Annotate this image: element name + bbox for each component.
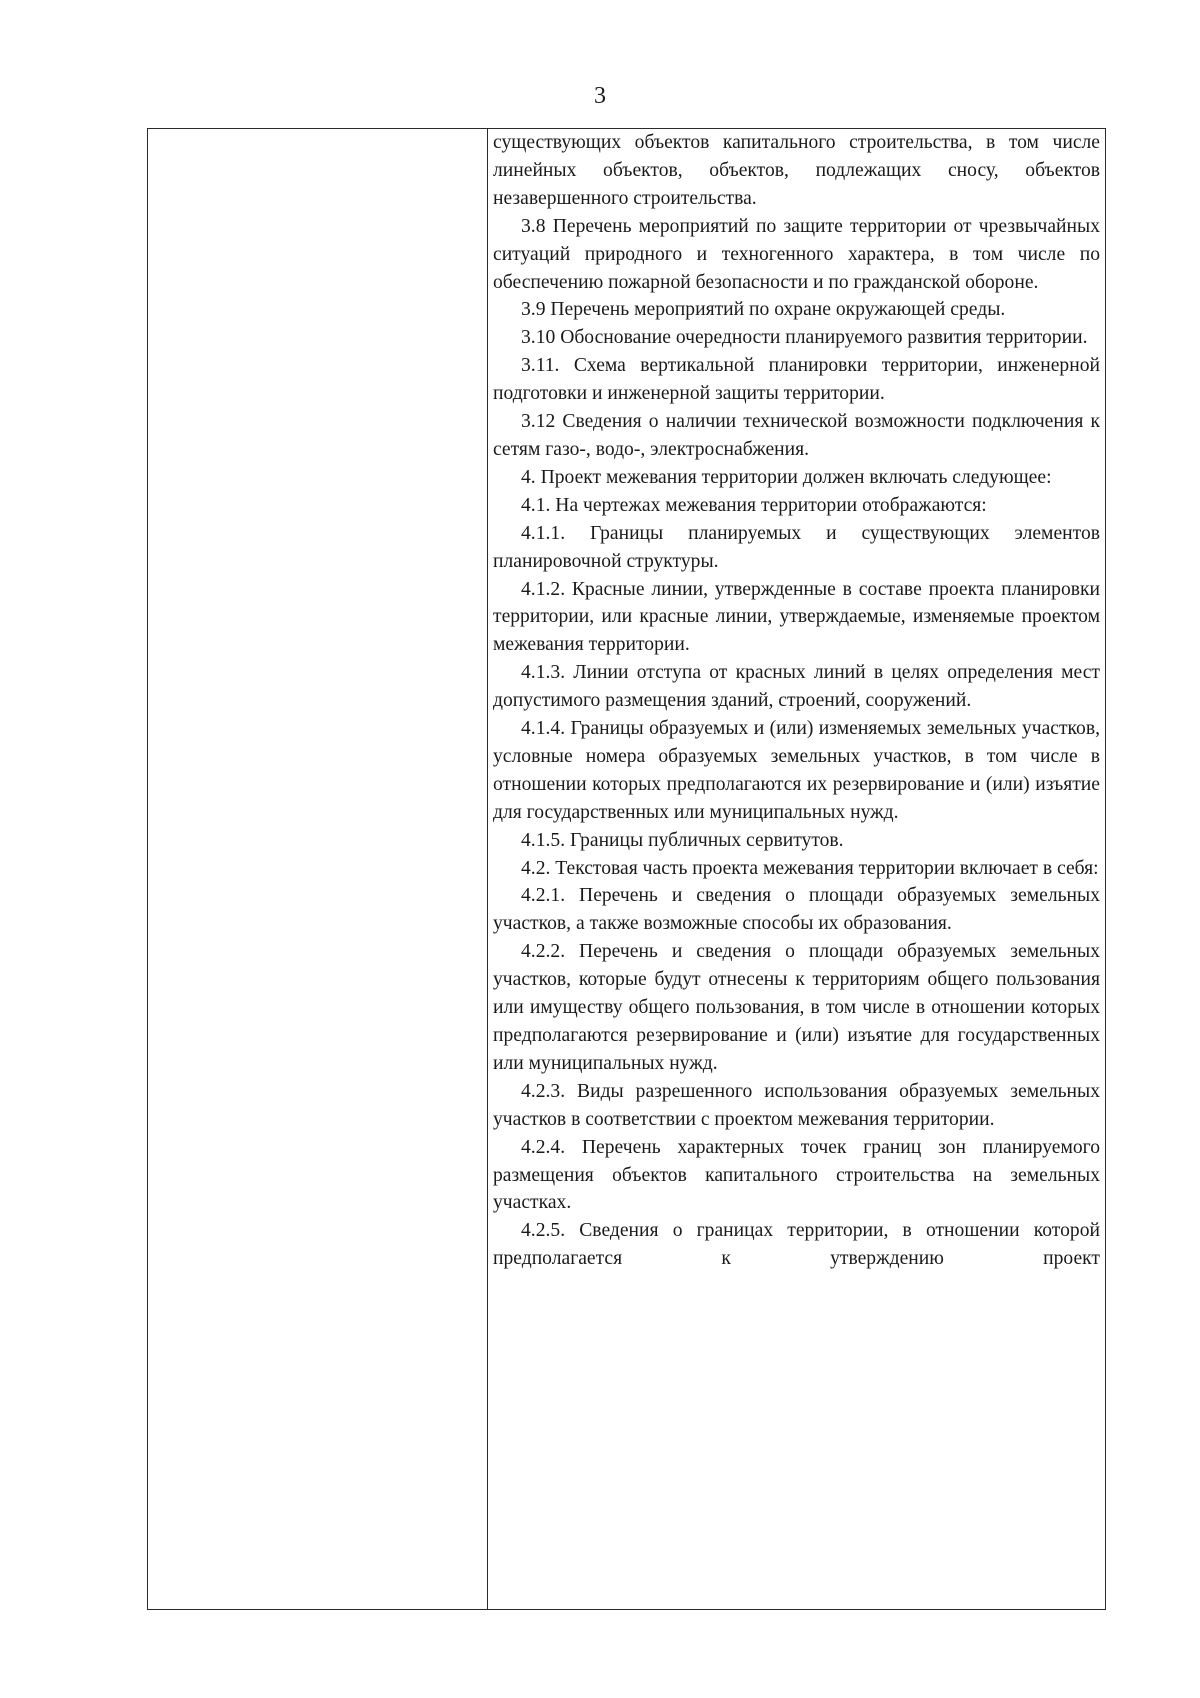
paragraph-4-2-1: 4.2.1. Перечень и сведения о площади образуемых земельных участков, а также возможные способы их образования. <box>493 885 1100 935</box>
paragraph-3-12: 3.12 Сведения о наличии технической возможности подключения к сетям газо-, водо-, электроснабжения. <box>493 411 1100 460</box>
paragraph-4-2-5: 4.2.5. Сведения о границах территории, в отношении которой предполагается к утверждению проект <box>493 1220 1100 1270</box>
paragraph-4-1-4: 4.1.4. Границы образуемых и (или) изменяемых земельных участков, условные номера образуемых земельных участков, в том числе в отношении которых предполагаются их резервирование и (или) изъятие для государственных или муниципальных нужд. <box>493 718 1100 823</box>
table-left-column <box>148 129 488 1609</box>
paragraph-3-9: 3.9 Перечень мероприятий по охране окружающей среды. <box>521 299 1006 321</box>
paragraph-4-2-3: 4.2.3. Виды разрешенного использования образуемых земельных участков в соответствии с проектом межевания территории. <box>493 1080 1100 1130</box>
paragraph-4-1-3: 4.1.3. Линии отступа от красных линий в целях определения мест допустимого размещения зданий, строений, сооружений. <box>493 662 1100 712</box>
paragraph-4: 4. Проект межевания территории должен включать следующее: <box>521 466 1052 488</box>
paragraph-4-1: 4.1. На чертежах межевания территории отображаются: <box>521 494 987 516</box>
paragraph-4-1-5: 4.1.5. Границы публичных сервитутов. <box>521 829 844 851</box>
paragraph-4-1-2: 4.1.2. Красные линии, утвержденные в составе проекта планировки территории, или красные линии, утверждаемые, изменяемые проектом межевания территории. <box>493 578 1100 656</box>
paragraph-4-2: 4.2. Текстовая часть проекта межевания территории включает в себя: <box>521 857 1099 879</box>
paragraph-3-10: 3.10 Обоснование очередности планируемого развития территории. <box>521 327 1088 349</box>
paragraph-intro-continuation: существующих объектов капитального строительства, в том числе линейных объектов, объектов, подлежащих сносу, объектов незавершенного строительства. <box>493 132 1100 209</box>
paragraph-4-2-4: 4.2.4. Перечень характерных точек границ зон планируемого размещения объектов капитального строительства на земельных участках. <box>493 1136 1100 1214</box>
paragraph-3-8: 3.8 Перечень мероприятий по защите территории от чрезвычайных ситуаций природного и техногенного характера, в том числе по обеспечению пожарной безопасности и по гражданской обороне. <box>493 215 1100 293</box>
paragraph-3-11: 3.11. Схема вертикальной планировки территории, инженерной подготовки и инженерной защиты территории. <box>493 355 1100 405</box>
document-table <box>147 128 1106 1610</box>
paragraph-4-2-2: 4.2.2. Перечень и сведения о площади образуемых земельных участков, которые будут отнесены к территориям общего пользования или имуществу общего пользования, в том числе в отношении которых предполагаются резервирование и (или) изъятие для государственных или муниципальных нужд. <box>493 941 1100 1074</box>
page-number: 3 <box>594 83 606 109</box>
paragraph-4-1-1: 4.1.1. Границы планируемых и существующих элементов планировочной структуры. <box>493 522 1100 572</box>
table-right-column <box>488 129 1105 1609</box>
